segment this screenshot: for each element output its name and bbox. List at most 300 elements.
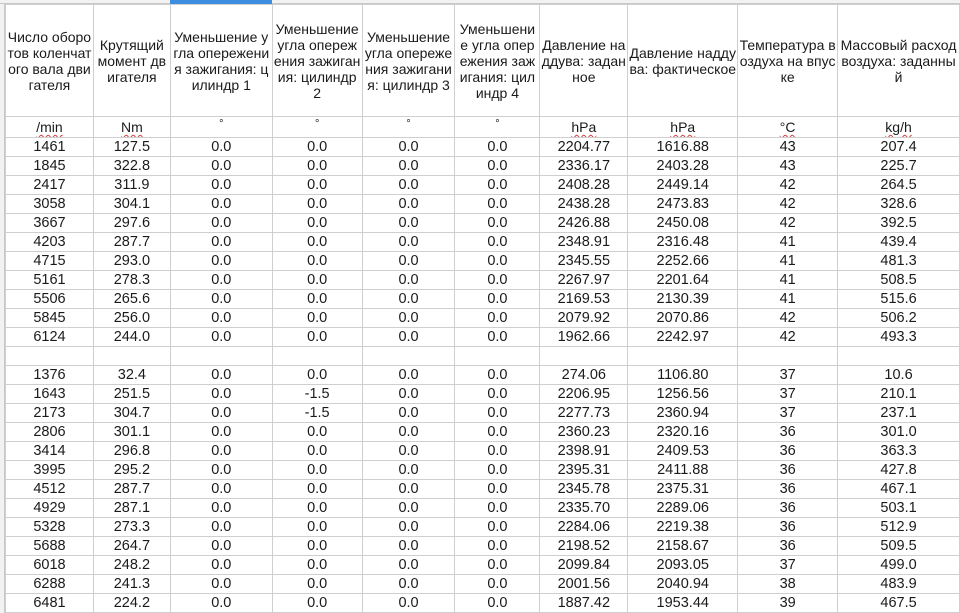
table-cell[interactable]: 0.0 bbox=[455, 233, 540, 252]
table-cell[interactable]: 0.0 bbox=[362, 328, 455, 347]
table-cell[interactable]: 0.0 bbox=[170, 518, 272, 537]
table-cell[interactable]: 0.0 bbox=[362, 214, 455, 233]
table-cell[interactable]: 0.0 bbox=[272, 138, 362, 157]
table-cell[interactable]: 127.5 bbox=[93, 138, 170, 157]
table-cell[interactable]: 0.0 bbox=[272, 195, 362, 214]
unit-cell[interactable] bbox=[455, 117, 540, 138]
table-cell[interactable]: 363.3 bbox=[838, 442, 960, 461]
table-row bbox=[6, 480, 960, 499]
table-cell[interactable]: 1461 bbox=[6, 138, 94, 157]
table-cell[interactable]: -1.5 bbox=[272, 385, 362, 404]
table-cell[interactable]: 0.0 bbox=[362, 233, 455, 252]
table-cell[interactable]: 0.0 bbox=[362, 290, 455, 309]
table-cell[interactable]: 0.0 bbox=[170, 176, 272, 195]
table-cell[interactable]: 2408.28 bbox=[540, 176, 628, 195]
table-row bbox=[6, 214, 960, 233]
unit-label: ° bbox=[314, 118, 320, 130]
table-cell[interactable]: 322.8 bbox=[93, 157, 170, 176]
table-cell[interactable]: 0.0 bbox=[362, 176, 455, 195]
table-cell[interactable]: 0.0 bbox=[272, 461, 362, 480]
table-row bbox=[6, 461, 960, 480]
table-cell[interactable]: 2267.97 bbox=[540, 271, 628, 290]
table-cell[interactable]: 467.5 bbox=[838, 594, 960, 613]
table-cell[interactable]: 0.0 bbox=[455, 518, 540, 537]
table-cell[interactable]: 3058 bbox=[6, 195, 94, 214]
table-cell[interactable]: 274.06 bbox=[540, 366, 628, 385]
table-row bbox=[6, 290, 960, 309]
table-cell[interactable]: 2198.52 bbox=[540, 537, 628, 556]
unit-label: ° bbox=[219, 118, 224, 130]
table-cell[interactable]: 439.4 bbox=[838, 233, 960, 252]
table-cell[interactable]: 2438.28 bbox=[540, 195, 628, 214]
table-cell[interactable]: 515.6 bbox=[838, 290, 960, 309]
table-cell[interactable]: 1256.56 bbox=[628, 385, 738, 404]
table-cell[interactable]: 287.1 bbox=[93, 499, 170, 518]
header-cell[interactable]: Уменьшение угла опережения зажигания: цилиндр 3 bbox=[362, 5, 455, 117]
table-cell[interactable]: 0.0 bbox=[362, 252, 455, 271]
table-cell[interactable]: 37 bbox=[738, 556, 838, 575]
table-cell[interactable]: 2426.88 bbox=[540, 214, 628, 233]
table-cell[interactable]: 0.0 bbox=[170, 423, 272, 442]
table-cell[interactable]: 301.1 bbox=[93, 423, 170, 442]
table-cell[interactable]: 297.6 bbox=[93, 214, 170, 233]
table-cell[interactable]: 0.0 bbox=[455, 499, 540, 518]
header-cell[interactable]: Уменьшение угла опережения зажигания: цилиндр 4 bbox=[455, 5, 540, 117]
table-cell[interactable]: 2169.53 bbox=[540, 290, 628, 309]
table-cell[interactable]: 0.0 bbox=[455, 309, 540, 328]
table-cell[interactable]: 0.0 bbox=[272, 499, 362, 518]
table-row bbox=[6, 442, 960, 461]
table-cell[interactable]: 32.4 bbox=[93, 366, 170, 385]
table-cell[interactable]: 328.6 bbox=[838, 195, 960, 214]
table-cell[interactable]: 4512 bbox=[6, 480, 94, 499]
table-cell[interactable] bbox=[838, 347, 960, 366]
table-cell[interactable]: 2375.31 bbox=[628, 480, 738, 499]
unit-cell[interactable] bbox=[272, 117, 362, 138]
unit-cell[interactable] bbox=[540, 117, 628, 138]
table-cell[interactable]: 512.9 bbox=[838, 518, 960, 537]
unit-cell[interactable] bbox=[170, 117, 272, 138]
unit-label: hPa bbox=[670, 119, 696, 135]
table-cell[interactable]: 251.5 bbox=[93, 385, 170, 404]
table-cell[interactable]: 2079.92 bbox=[540, 309, 628, 328]
table-cell[interactable]: 4715 bbox=[6, 252, 94, 271]
table-row bbox=[6, 176, 960, 195]
table-row bbox=[6, 271, 960, 290]
header-cell[interactable]: Крутящий момент двигателя bbox=[93, 5, 170, 117]
table-cell[interactable]: 256.0 bbox=[93, 309, 170, 328]
table-cell[interactable]: 0.0 bbox=[455, 385, 540, 404]
table-cell[interactable]: 0.0 bbox=[455, 423, 540, 442]
table-cell[interactable]: 0.0 bbox=[455, 157, 540, 176]
table-cell[interactable]: 0.0 bbox=[362, 461, 455, 480]
table-cell[interactable]: 0.0 bbox=[455, 556, 540, 575]
table-cell[interactable]: 304.7 bbox=[93, 404, 170, 423]
table-cell[interactable]: 0.0 bbox=[170, 290, 272, 309]
table-cell[interactable]: 506.2 bbox=[838, 309, 960, 328]
table-cell[interactable]: 293.0 bbox=[93, 252, 170, 271]
table-cell[interactable]: 38 bbox=[738, 575, 838, 594]
table-cell[interactable]: 225.7 bbox=[838, 157, 960, 176]
unit-label: Nm bbox=[120, 119, 143, 135]
header-cell[interactable]: Массовый расход воздуха: заданный bbox=[838, 5, 960, 117]
table-cell[interactable]: 0.0 bbox=[455, 271, 540, 290]
table-cell[interactable]: 2001.56 bbox=[540, 575, 628, 594]
table-cell[interactable]: 36 bbox=[738, 442, 838, 461]
table-cell[interactable]: 1376 bbox=[6, 366, 94, 385]
table-cell[interactable]: 43 bbox=[738, 157, 838, 176]
unit-label: /min bbox=[36, 119, 63, 135]
table-cell[interactable]: 4203 bbox=[6, 233, 94, 252]
table-cell[interactable]: 5688 bbox=[6, 537, 94, 556]
table-cell[interactable]: 0.0 bbox=[455, 195, 540, 214]
table-cell[interactable]: 2040.94 bbox=[628, 575, 738, 594]
unit-cell[interactable] bbox=[628, 117, 738, 138]
table-cell[interactable]: 37 bbox=[738, 366, 838, 385]
table-cell[interactable]: 0.0 bbox=[362, 575, 455, 594]
unit-label: kg/h bbox=[885, 119, 912, 135]
table-cell[interactable]: 392.5 bbox=[838, 214, 960, 233]
table-cell[interactable]: 0.0 bbox=[455, 575, 540, 594]
table-cell[interactable]: 2093.05 bbox=[628, 556, 738, 575]
table-cell[interactable]: 2206.95 bbox=[540, 385, 628, 404]
table-cell[interactable]: 0.0 bbox=[170, 233, 272, 252]
table-cell[interactable]: 0.0 bbox=[170, 575, 272, 594]
table-cell[interactable]: 10.6 bbox=[838, 366, 960, 385]
table-cell[interactable]: 2335.70 bbox=[540, 499, 628, 518]
table-cell[interactable]: 37 bbox=[738, 404, 838, 423]
table-cell[interactable]: 0.0 bbox=[272, 233, 362, 252]
table-cell[interactable]: 0.0 bbox=[362, 385, 455, 404]
table-cell[interactable]: 0.0 bbox=[272, 214, 362, 233]
table-cell[interactable]: 264.5 bbox=[838, 176, 960, 195]
empty-row bbox=[6, 347, 960, 366]
table-cell[interactable]: 5845 bbox=[6, 309, 94, 328]
table-cell[interactable]: 508.5 bbox=[838, 271, 960, 290]
table-cell[interactable]: 42 bbox=[738, 328, 838, 347]
table-cell[interactable]: 0.0 bbox=[170, 385, 272, 404]
table-cell[interactable]: 0.0 bbox=[170, 537, 272, 556]
table-cell[interactable]: 0.0 bbox=[272, 366, 362, 385]
table-cell[interactable]: 0.0 bbox=[362, 195, 455, 214]
unit-label: ° bbox=[406, 118, 411, 130]
table-cell[interactable]: 37 bbox=[738, 385, 838, 404]
table-cell[interactable]: 287.7 bbox=[93, 480, 170, 499]
table-cell[interactable]: -1.5 bbox=[272, 404, 362, 423]
table-cell[interactable]: 0.0 bbox=[272, 252, 362, 271]
table-cell[interactable]: 5161 bbox=[6, 271, 94, 290]
table-cell[interactable]: 0.0 bbox=[170, 157, 272, 176]
table-cell[interactable] bbox=[170, 347, 272, 366]
table-cell[interactable]: 2201.64 bbox=[628, 271, 738, 290]
table-cell[interactable]: 2450.08 bbox=[628, 214, 738, 233]
table-cell[interactable]: 42 bbox=[738, 195, 838, 214]
table-row bbox=[6, 309, 960, 328]
unit-cell[interactable] bbox=[93, 117, 170, 138]
table-cell[interactable]: 2070.86 bbox=[628, 309, 738, 328]
table-cell[interactable]: 483.9 bbox=[838, 575, 960, 594]
header-cell[interactable]: Давление наддува: заданное bbox=[540, 5, 628, 117]
table-cell[interactable]: 301.0 bbox=[838, 423, 960, 442]
table-cell[interactable]: 427.8 bbox=[838, 461, 960, 480]
table-cell[interactable]: 6124 bbox=[6, 328, 94, 347]
table-cell[interactable]: 0.0 bbox=[272, 480, 362, 499]
table-cell[interactable]: 0.0 bbox=[362, 138, 455, 157]
table-row bbox=[6, 366, 960, 385]
table-cell[interactable]: 2473.83 bbox=[628, 195, 738, 214]
table-row bbox=[6, 157, 960, 176]
table-cell[interactable]: 2284.06 bbox=[540, 518, 628, 537]
table-cell[interactable]: 2219.38 bbox=[628, 518, 738, 537]
table-row bbox=[6, 138, 960, 157]
table-cell[interactable]: 42 bbox=[738, 176, 838, 195]
table-row bbox=[6, 537, 960, 556]
table-cell[interactable]: 36 bbox=[738, 499, 838, 518]
table-cell[interactable]: 0.0 bbox=[272, 594, 362, 613]
table-cell[interactable]: 2277.73 bbox=[540, 404, 628, 423]
unit-cell[interactable] bbox=[838, 117, 960, 138]
table-cell[interactable]: 503.1 bbox=[838, 499, 960, 518]
table-cell[interactable]: 39 bbox=[738, 594, 838, 613]
table-cell[interactable]: 0.0 bbox=[272, 423, 362, 442]
table-cell[interactable]: 248.2 bbox=[93, 556, 170, 575]
table-cell[interactable]: 244.0 bbox=[93, 328, 170, 347]
table-cell[interactable]: 0.0 bbox=[170, 138, 272, 157]
table-cell[interactable]: 0.0 bbox=[272, 575, 362, 594]
table-cell[interactable]: 36 bbox=[738, 423, 838, 442]
table-cell[interactable]: 2806 bbox=[6, 423, 94, 442]
table-cell[interactable]: 41 bbox=[738, 290, 838, 309]
table-cell[interactable]: 0.0 bbox=[362, 366, 455, 385]
table-cell[interactable]: 2398.91 bbox=[540, 442, 628, 461]
table-cell[interactable]: 42 bbox=[738, 309, 838, 328]
table-cell[interactable]: 0.0 bbox=[272, 537, 362, 556]
table-cell[interactable]: 2409.53 bbox=[628, 442, 738, 461]
table-cell[interactable]: 0.0 bbox=[362, 309, 455, 328]
table-cell[interactable]: 2320.16 bbox=[628, 423, 738, 442]
table-cell[interactable]: 0.0 bbox=[455, 366, 540, 385]
table-cell[interactable]: 2348.91 bbox=[540, 233, 628, 252]
table-cell[interactable]: 6018 bbox=[6, 556, 94, 575]
table-cell[interactable]: 0.0 bbox=[272, 442, 362, 461]
table-cell[interactable]: 2252.66 bbox=[628, 252, 738, 271]
table-cell[interactable]: 2099.84 bbox=[540, 556, 628, 575]
table-cell[interactable]: 304.1 bbox=[93, 195, 170, 214]
table-cell[interactable]: 0.0 bbox=[170, 480, 272, 499]
table-cell[interactable]: 509.5 bbox=[838, 537, 960, 556]
table-cell[interactable]: 0.0 bbox=[170, 271, 272, 290]
table-cell[interactable]: 0.0 bbox=[455, 480, 540, 499]
table-cell[interactable]: 2316.48 bbox=[628, 233, 738, 252]
table-cell[interactable]: 0.0 bbox=[272, 556, 362, 575]
table-cell[interactable]: 241.3 bbox=[93, 575, 170, 594]
table-cell[interactable]: 311.9 bbox=[93, 176, 170, 195]
table-cell[interactable]: 0.0 bbox=[170, 214, 272, 233]
table-cell[interactable]: 2242.97 bbox=[628, 328, 738, 347]
table-cell[interactable]: 1887.42 bbox=[540, 594, 628, 613]
header-cell[interactable]: Уменьшение угла опережения зажигания: цилиндр 1 bbox=[170, 5, 272, 117]
table-cell[interactable]: 0.0 bbox=[455, 461, 540, 480]
table-row bbox=[6, 233, 960, 252]
table-cell[interactable]: 36 bbox=[738, 480, 838, 499]
table-cell[interactable]: 0.0 bbox=[272, 176, 362, 195]
table-cell[interactable]: 0.0 bbox=[362, 518, 455, 537]
table-cell[interactable]: 287.7 bbox=[93, 233, 170, 252]
table-cell[interactable]: 210.1 bbox=[838, 385, 960, 404]
table-row bbox=[6, 499, 960, 518]
table-cell[interactable]: 1106.80 bbox=[628, 366, 738, 385]
table-cell[interactable]: 493.3 bbox=[838, 328, 960, 347]
table-cell[interactable] bbox=[540, 347, 628, 366]
table-cell[interactable]: 0.0 bbox=[170, 556, 272, 575]
table-cell[interactable]: 0.0 bbox=[170, 404, 272, 423]
table-cell[interactable]: 41 bbox=[738, 271, 838, 290]
table-cell[interactable]: 0.0 bbox=[272, 328, 362, 347]
table-cell[interactable]: 4929 bbox=[6, 499, 94, 518]
table-cell[interactable]: 3667 bbox=[6, 214, 94, 233]
table-cell[interactable]: 2449.14 bbox=[628, 176, 738, 195]
table-cell[interactable]: 224.2 bbox=[93, 594, 170, 613]
table-cell[interactable]: 1962.66 bbox=[540, 328, 628, 347]
table-cell[interactable]: 265.6 bbox=[93, 290, 170, 309]
table-cell[interactable]: 2336.17 bbox=[540, 157, 628, 176]
unit-cell[interactable] bbox=[362, 117, 455, 138]
table-row bbox=[6, 575, 960, 594]
table-cell[interactable]: 0.0 bbox=[362, 556, 455, 575]
table-cell[interactable]: 0.0 bbox=[455, 138, 540, 157]
table-cell[interactable]: 41 bbox=[738, 252, 838, 271]
table-cell[interactable]: 0.0 bbox=[272, 271, 362, 290]
table-cell[interactable]: 41 bbox=[738, 233, 838, 252]
table-cell[interactable]: 207.4 bbox=[838, 138, 960, 157]
table-cell[interactable]: 0.0 bbox=[362, 423, 455, 442]
table-cell[interactable]: 481.3 bbox=[838, 252, 960, 271]
table-cell[interactable]: 2403.28 bbox=[628, 157, 738, 176]
table-cell[interactable]: 36 bbox=[738, 518, 838, 537]
table-cell[interactable]: 0.0 bbox=[362, 442, 455, 461]
table-cell[interactable]: 2395.31 bbox=[540, 461, 628, 480]
table-cell[interactable]: 6481 bbox=[6, 594, 94, 613]
table-cell[interactable]: 295.2 bbox=[93, 461, 170, 480]
table-cell[interactable]: 0.0 bbox=[362, 499, 455, 518]
table-cell[interactable]: 0.0 bbox=[362, 480, 455, 499]
table-cell[interactable]: 0.0 bbox=[362, 404, 455, 423]
header-row bbox=[6, 5, 960, 117]
table-cell[interactable]: 36 bbox=[738, 537, 838, 556]
table-row bbox=[6, 594, 960, 613]
table-cell[interactable] bbox=[93, 347, 170, 366]
table-cell[interactable]: 1953.44 bbox=[628, 594, 738, 613]
table-cell[interactable]: 0.0 bbox=[455, 328, 540, 347]
table-cell[interactable]: 0.0 bbox=[455, 252, 540, 271]
header-cell[interactable]: Число оборотов коленчатого вала двигателя bbox=[6, 5, 94, 117]
unit-label: °C bbox=[779, 119, 796, 135]
table-cell[interactable]: 0.0 bbox=[170, 195, 272, 214]
table-cell[interactable]: 499.0 bbox=[838, 556, 960, 575]
header-cell[interactable]: Температура воздуха на впуске bbox=[738, 5, 838, 117]
unit-cell[interactable] bbox=[738, 117, 838, 138]
table-cell[interactable]: 2158.67 bbox=[628, 537, 738, 556]
table-cell[interactable]: 1643 bbox=[6, 385, 94, 404]
table-cell[interactable]: 0.0 bbox=[170, 499, 272, 518]
table-cell[interactable]: 467.1 bbox=[838, 480, 960, 499]
table-cell[interactable]: 0.0 bbox=[455, 214, 540, 233]
table-cell[interactable]: 2360.94 bbox=[628, 404, 738, 423]
table-cell[interactable] bbox=[362, 347, 455, 366]
table-cell[interactable]: 43 bbox=[738, 138, 838, 157]
table-cell[interactable]: 0.0 bbox=[362, 271, 455, 290]
table-cell[interactable]: 0.0 bbox=[170, 328, 272, 347]
table-cell[interactable]: 0.0 bbox=[272, 309, 362, 328]
table-cell[interactable] bbox=[272, 347, 362, 366]
table-cell[interactable]: 3995 bbox=[6, 461, 94, 480]
table-cell[interactable]: 0.0 bbox=[170, 309, 272, 328]
table-cell[interactable]: 3414 bbox=[6, 442, 94, 461]
header-cell[interactable]: Уменьшение угла опережения зажигания: цилиндр 2 bbox=[272, 5, 362, 117]
table-cell[interactable]: 278.3 bbox=[93, 271, 170, 290]
table-cell[interactable]: 5506 bbox=[6, 290, 94, 309]
table-cell[interactable]: 0.0 bbox=[170, 442, 272, 461]
table-cell[interactable]: 237.1 bbox=[838, 404, 960, 423]
table-cell[interactable]: 0.0 bbox=[362, 157, 455, 176]
table-cell[interactable]: 0.0 bbox=[170, 461, 272, 480]
header-cell[interactable]: Давление наддува: фактическое bbox=[628, 5, 738, 117]
units-row bbox=[6, 117, 960, 138]
table-cell[interactable]: 2289.06 bbox=[628, 499, 738, 518]
table-cell[interactable]: 2360.23 bbox=[540, 423, 628, 442]
table-cell[interactable]: 0.0 bbox=[455, 442, 540, 461]
table-cell[interactable]: 0.0 bbox=[272, 518, 362, 537]
table-cell[interactable]: 2204.77 bbox=[540, 138, 628, 157]
table-cell[interactable]: 0.0 bbox=[362, 537, 455, 556]
table-cell[interactable]: 296.8 bbox=[93, 442, 170, 461]
table-cell[interactable]: 2173 bbox=[6, 404, 94, 423]
table-cell[interactable]: 2411.88 bbox=[628, 461, 738, 480]
table-cell[interactable]: 36 bbox=[738, 461, 838, 480]
table-cell[interactable]: 264.7 bbox=[93, 537, 170, 556]
table-cell[interactable]: 0.0 bbox=[455, 404, 540, 423]
unit-cell[interactable] bbox=[6, 117, 94, 138]
table-cell[interactable]: 2345.78 bbox=[540, 480, 628, 499]
table-cell[interactable]: 6288 bbox=[6, 575, 94, 594]
table-cell[interactable]: 0.0 bbox=[170, 366, 272, 385]
table-cell[interactable] bbox=[6, 347, 94, 366]
table-cell[interactable]: 2345.55 bbox=[540, 252, 628, 271]
table-row bbox=[6, 423, 960, 442]
table-cell[interactable]: 2417 bbox=[6, 176, 94, 195]
table-cell[interactable]: 0.0 bbox=[455, 290, 540, 309]
table-cell[interactable]: 0.0 bbox=[362, 594, 455, 613]
table-cell[interactable]: 0.0 bbox=[455, 594, 540, 613]
table-cell[interactable]: 0.0 bbox=[170, 594, 272, 613]
table-cell[interactable]: 1616.88 bbox=[628, 138, 738, 157]
table-cell[interactable]: 1845 bbox=[6, 157, 94, 176]
table-cell[interactable]: 0.0 bbox=[455, 537, 540, 556]
table-cell[interactable]: 273.3 bbox=[93, 518, 170, 537]
table-cell[interactable]: 0.0 bbox=[170, 252, 272, 271]
table-cell[interactable]: 0.0 bbox=[272, 157, 362, 176]
table-row bbox=[6, 195, 960, 214]
table-cell[interactable] bbox=[628, 347, 738, 366]
table-cell[interactable]: 5328 bbox=[6, 518, 94, 537]
table-cell[interactable]: 42 bbox=[738, 214, 838, 233]
table-cell[interactable] bbox=[455, 347, 540, 366]
table-cell[interactable] bbox=[738, 347, 838, 366]
table-cell[interactable]: 0.0 bbox=[272, 290, 362, 309]
table-cell[interactable]: 0.0 bbox=[455, 176, 540, 195]
spreadsheet-grid bbox=[5, 4, 960, 613]
table-cell[interactable]: 2130.39 bbox=[628, 290, 738, 309]
